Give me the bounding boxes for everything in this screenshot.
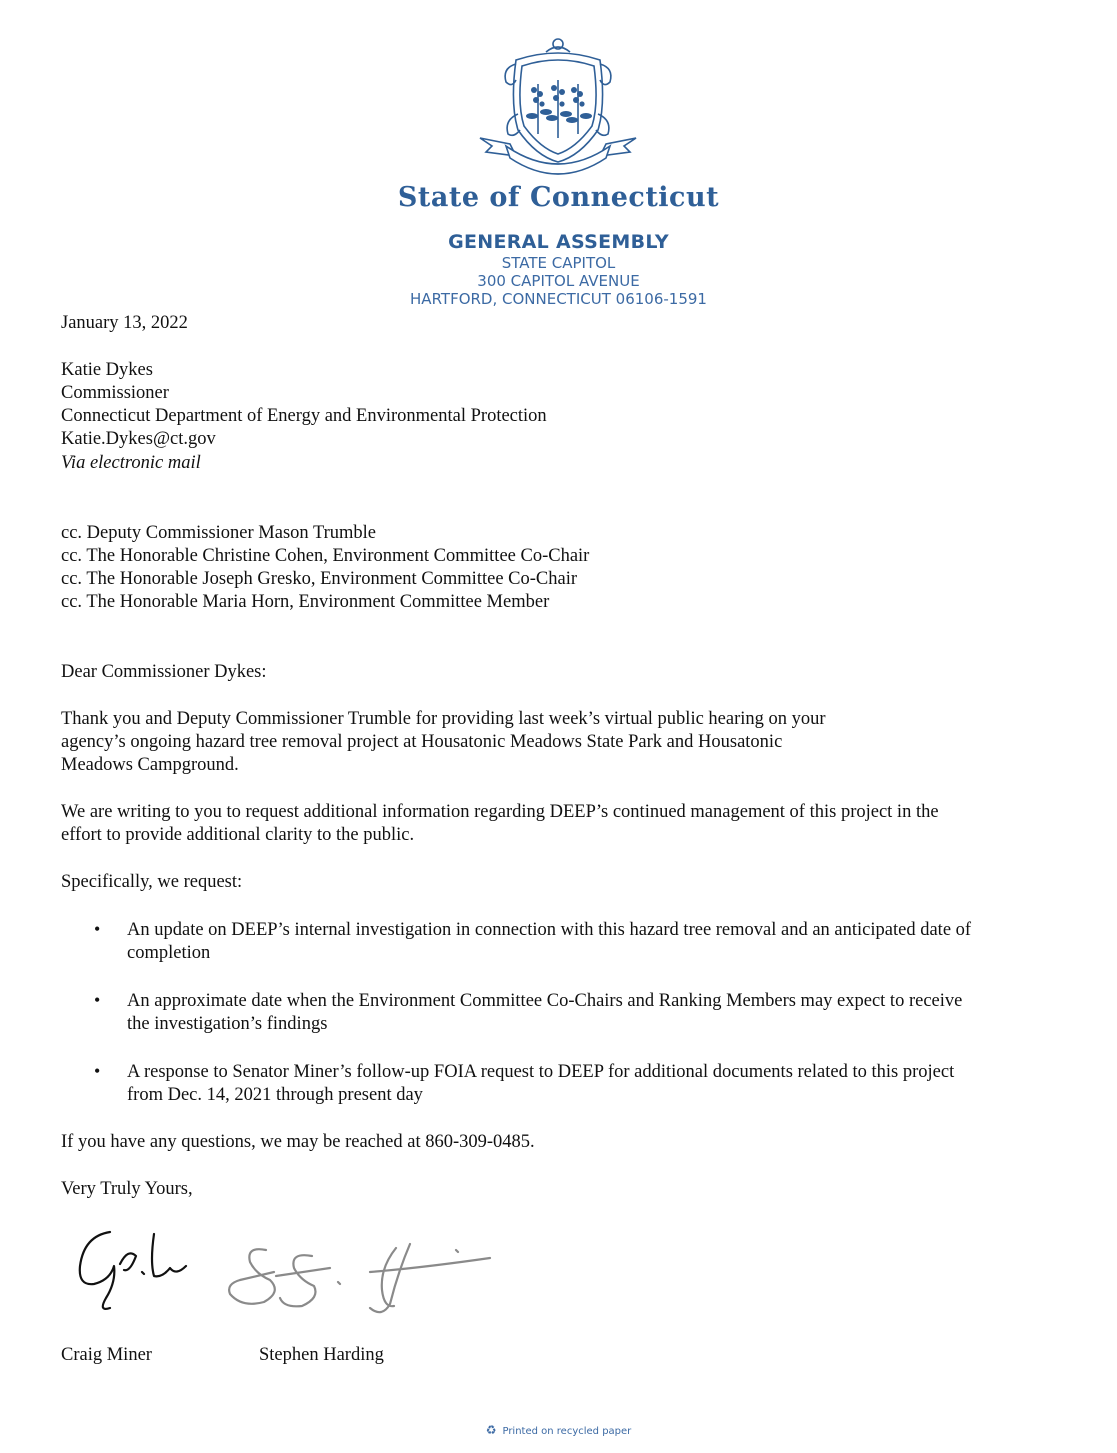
signature-craig-miner — [70, 1222, 220, 1314]
address-line-3: HARTFORD, CONNECTICUT 06106-1591 — [410, 290, 707, 308]
address-line-2: 300 CAPITOL AVENUE — [477, 272, 640, 290]
bullet-icon: • — [94, 990, 101, 1010]
paragraph-line: We are writing to you to request additional information regarding DEEP’s continued management of this project in the — [61, 802, 939, 822]
address-line-1: STATE CAPITOL — [501, 254, 616, 272]
paragraph-line: effort to provide additional clarity to the public. — [61, 825, 415, 845]
list-item-line: completion — [127, 943, 211, 963]
list-item — [127, 1061, 1067, 1107]
cc-item: cc. The Honorable Christine Cohen, Environment Committee Co-Chair — [61, 546, 590, 566]
salutation: Dear Commissioner Dykes: — [61, 662, 267, 682]
list-item — [127, 919, 1067, 965]
recycle-icon: ♻ — [485, 1423, 497, 1437]
general-assembly-heading: GENERAL ASSEMBLY — [448, 231, 669, 253]
list-item-line: A response to Senator Miner’s follow-up FOIA request to DEEP for additional documents related to this project — [127, 1062, 955, 1082]
signatory-stephen-harding: Stephen Harding — [259, 1345, 384, 1365]
signature-stephen-harding — [220, 1228, 500, 1324]
paragraph-line: Meadows Campground. — [61, 755, 239, 775]
state-title: State of Connecticut — [397, 182, 720, 213]
bullet-icon: • — [94, 1061, 101, 1081]
contact-line: If you have any questions, we may be reached at 860-309-0485. — [61, 1132, 535, 1152]
signatory-craig-miner: Craig Miner — [61, 1345, 152, 1365]
list-item — [127, 990, 1067, 1036]
delivery-method: Via electronic mail — [61, 453, 201, 473]
cc-item: cc. Deputy Commissioner Mason Trumble — [61, 523, 377, 543]
state-seal-icon — [476, 34, 640, 186]
recipient-name: Katie Dykes — [61, 360, 153, 380]
list-item-line: the investigation’s findings — [127, 1014, 328, 1034]
bullet-icon: • — [94, 919, 101, 939]
list-item-line: An update on DEEP’s internal investigation in connection with this hazard tree removal and an anticipated date of — [127, 920, 972, 940]
list-item-line: from Dec. 14, 2021 through present day — [127, 1085, 423, 1105]
recipient-title: Commissioner — [61, 383, 169, 403]
cc-item: cc. The Honorable Maria Horn, Environment Committee Member — [61, 592, 550, 612]
cc-item: cc. The Honorable Joseph Gresko, Environment Committee Co-Chair — [61, 569, 578, 589]
recipient-email: Katie.Dykes@ct.gov — [61, 429, 216, 449]
list-item-line: An approximate date when the Environment Committee Co-Chairs and Ranking Members may expect to receive — [127, 991, 963, 1011]
paragraph-line: Thank you and Deputy Commissioner Trumble for providing last week’s virtual public hearing on your — [61, 709, 826, 729]
paragraph-line: agency’s ongoing hazard tree removal project at Housatonic Meadows State Park and Housatonic — [61, 732, 783, 752]
paragraph-3: Specifically, we request: — [61, 872, 243, 892]
letter-date: January 13, 2022 — [61, 313, 188, 333]
recipient-agency: Connecticut Department of Energy and Environmental Protection — [61, 406, 547, 426]
footer — [0, 1423, 1117, 1437]
footer-text: Printed on recycled paper — [502, 1426, 632, 1437]
closing: Very Truly Yours, — [61, 1179, 193, 1199]
